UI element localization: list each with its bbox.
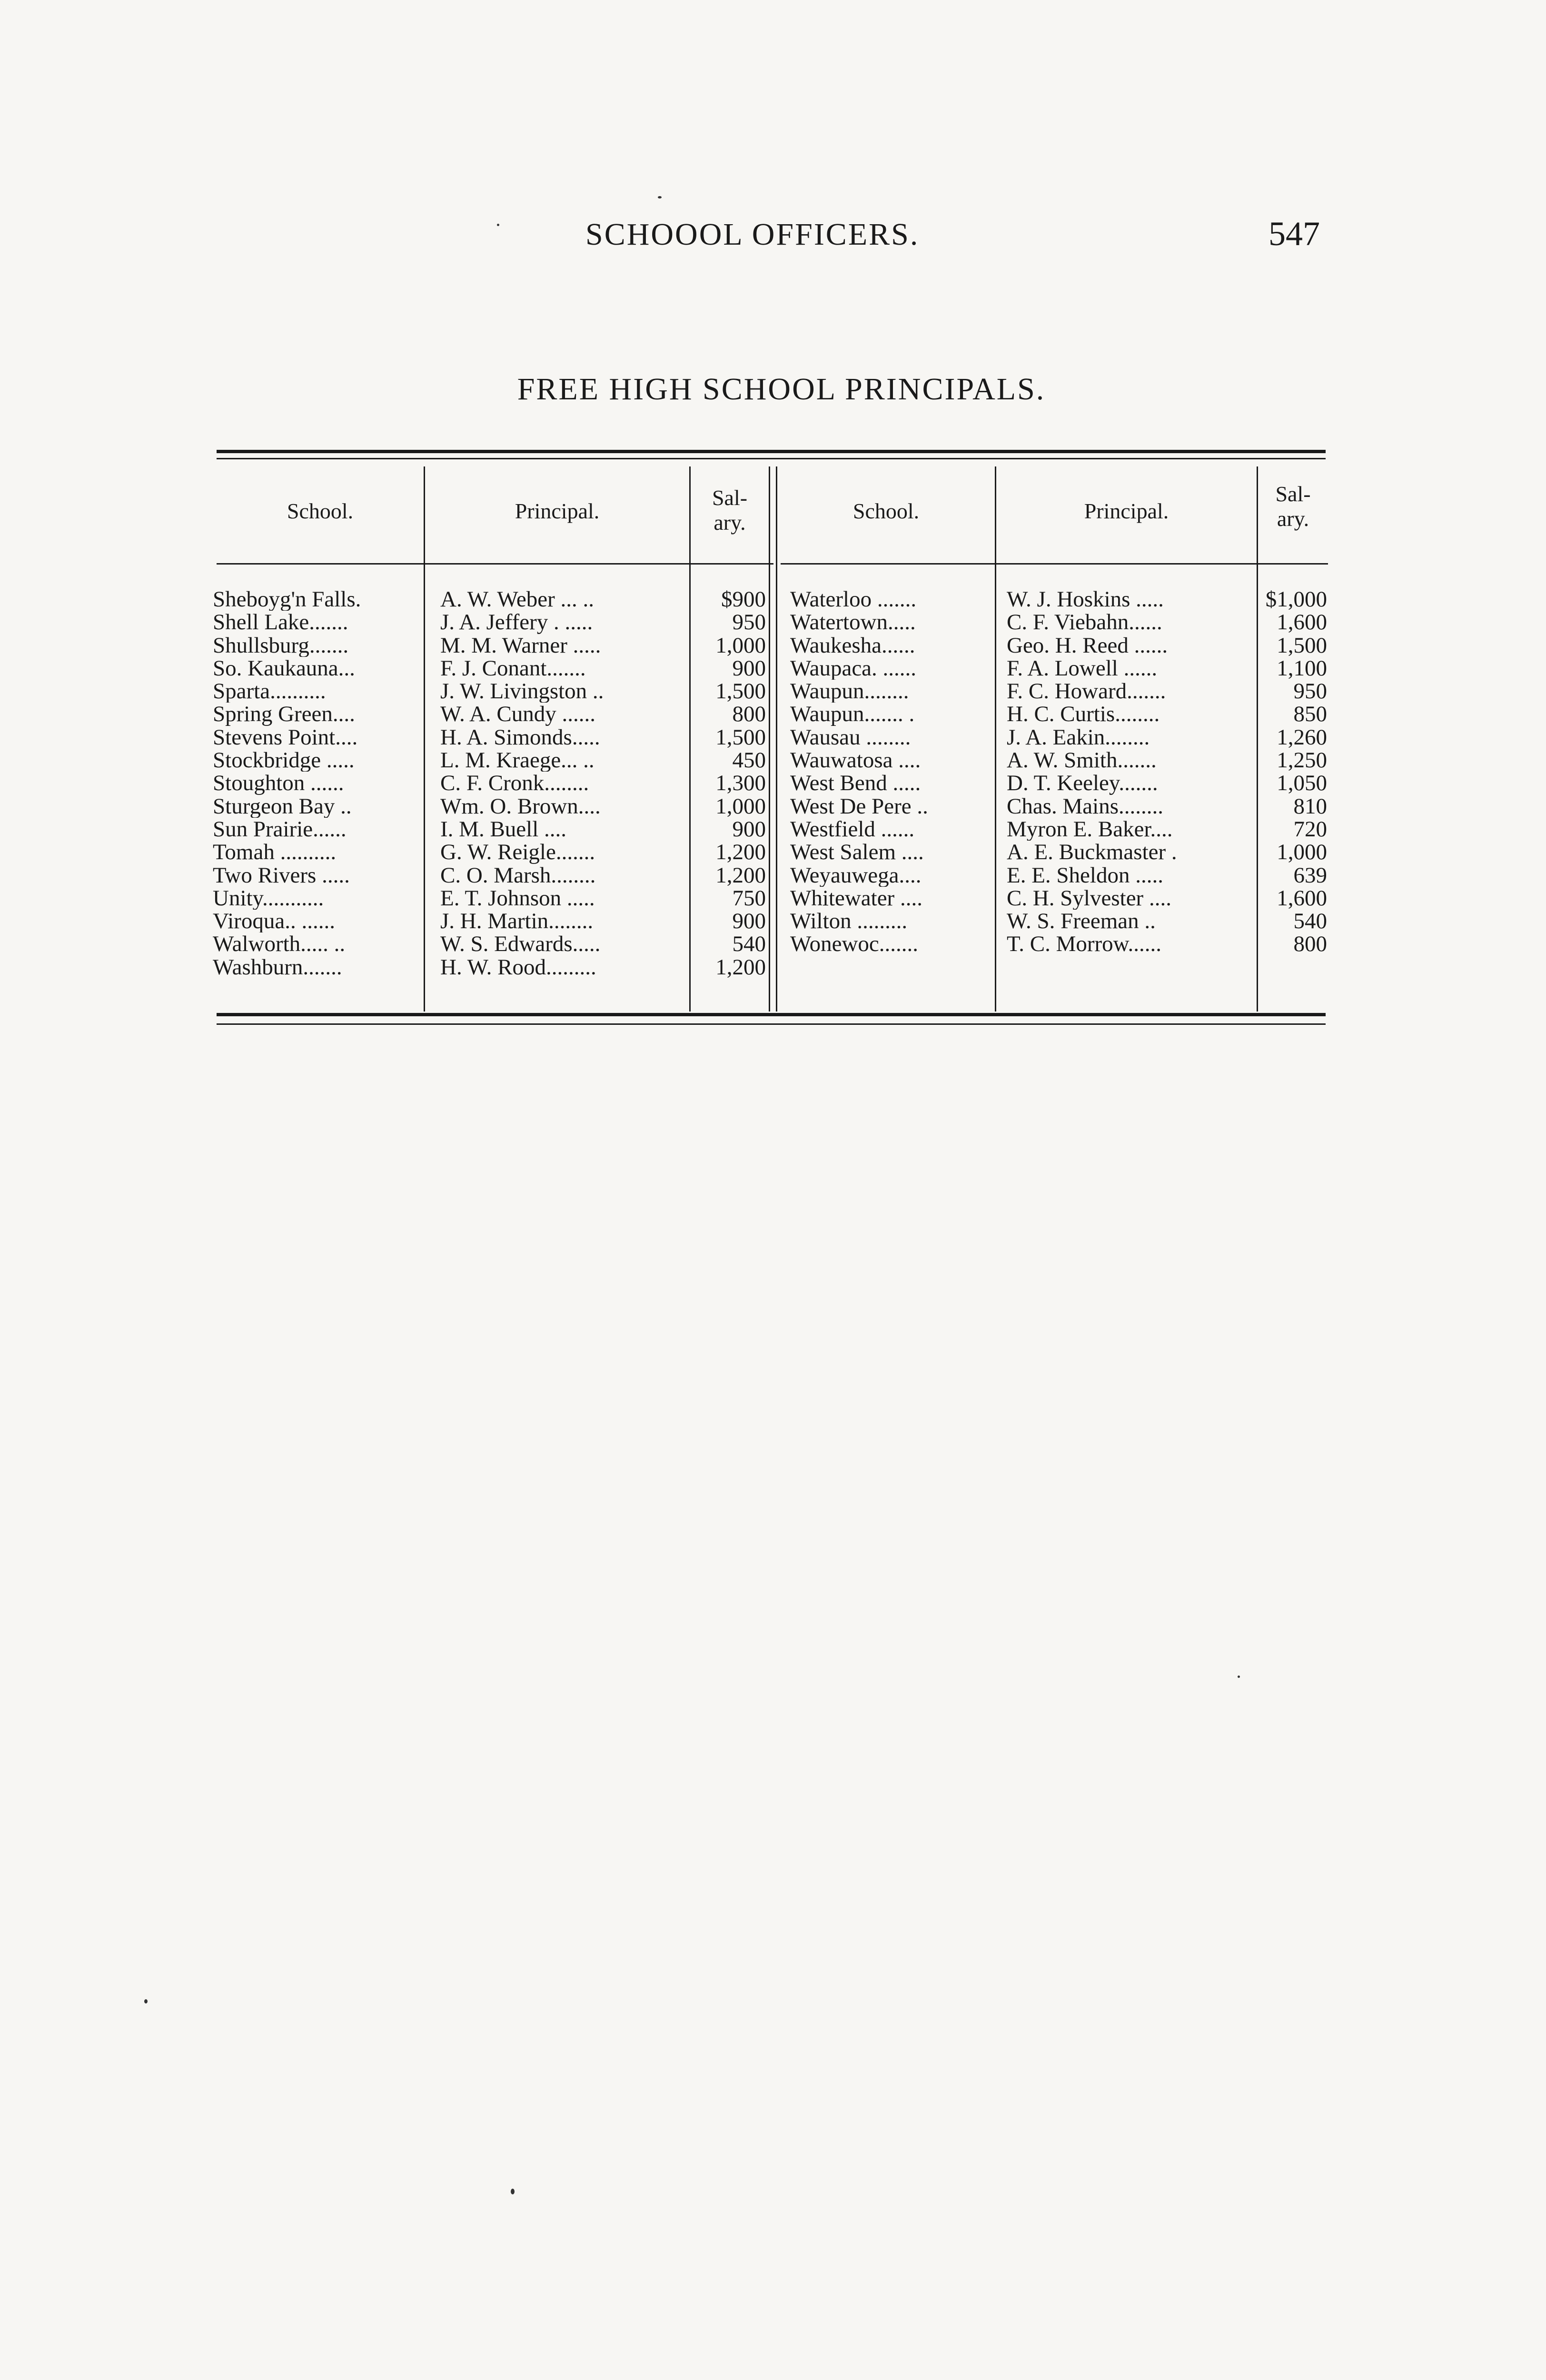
- principal-cell: J. A. Jeffery . .....: [440, 611, 593, 634]
- header-school-right: School.: [852, 499, 920, 523]
- salary-cell: 1,260: [1277, 725, 1327, 749]
- school-cell: Walworth..... ..: [213, 932, 346, 956]
- left-salary-column: [691, 588, 766, 979]
- school-cell: Stoughton ......: [213, 772, 344, 795]
- school-cell: Shullsburg.......: [213, 634, 349, 657]
- right-principal-column: [1007, 588, 1254, 956]
- principal-cell: C. F. Viebahn......: [1007, 611, 1162, 634]
- school-cell: West Salem ....: [790, 841, 924, 864]
- col-divider-3b: [776, 466, 777, 1012]
- salary-cell: 540: [732, 932, 766, 956]
- scan-speck: [497, 224, 499, 226]
- principal-cell: A. E. Buckmaster .: [1007, 841, 1177, 864]
- school-cell: Whitewater ....: [790, 886, 922, 910]
- header-salary-left-line2: ary.: [714, 510, 746, 535]
- salary-cell: 1,500: [1277, 634, 1327, 657]
- school-cell: Washburn.......: [213, 955, 342, 979]
- principal-cell: W. S. Freeman ..: [1007, 910, 1156, 933]
- bottom-rule-thick: [217, 1013, 1326, 1016]
- principal-cell: F. C. Howard.......: [1007, 680, 1166, 703]
- salary-cell: 1,200: [715, 863, 766, 887]
- principal-cell: A. W. Smith.......: [1007, 749, 1157, 772]
- salary-cell: 1,200: [715, 955, 766, 979]
- salary-cell: 900: [732, 817, 766, 841]
- principal-cell: E. T. Johnson .....: [440, 886, 595, 910]
- salary-cell: 1,000: [1277, 841, 1327, 864]
- table-title: FREE HIGH SCHOOL PRINCIPALS.: [517, 372, 1046, 407]
- header-salary-left: [691, 486, 769, 535]
- school-cell: Wauwatosa ....: [790, 749, 921, 772]
- salary-cell: 1,250: [1277, 749, 1327, 772]
- salary-cell: 1,500: [715, 680, 766, 703]
- salary-cell: 1,200: [715, 841, 766, 864]
- school-cell: West Bend .....: [790, 772, 921, 795]
- school-cell: Spring Green....: [213, 703, 355, 726]
- salary-cell: $1,000: [1265, 588, 1327, 611]
- school-cell: Wilton .........: [790, 910, 908, 933]
- salary-cell: $900: [721, 588, 766, 611]
- school-cell: Tomah ..........: [213, 841, 337, 864]
- principal-cell: W. S. Edwards.....: [440, 932, 601, 956]
- principal-cell: W. J. Hoskins .....: [1007, 588, 1164, 611]
- left-school-column: [213, 588, 422, 979]
- principal-cell: H. C. Curtis........: [1007, 703, 1160, 726]
- header-underline-right: [781, 563, 1328, 565]
- header-salary-right: [1258, 482, 1328, 531]
- salary-cell: 1,600: [1277, 886, 1327, 910]
- principal-cell: F. A. Lowell ......: [1007, 656, 1158, 680]
- salary-cell: 720: [1293, 817, 1327, 841]
- top-rule-thick: [217, 450, 1326, 453]
- scan-speck: [144, 1999, 148, 2003]
- school-cell: Waterloo .......: [790, 588, 917, 611]
- school-cell: Wausau ........: [790, 725, 911, 749]
- right-school-column: [790, 588, 992, 956]
- school-cell: Viroqua.. ......: [213, 910, 335, 933]
- header-principal-right: Principal.: [1084, 499, 1169, 523]
- school-cell: Sparta..........: [213, 680, 326, 703]
- school-cell: Watertown.....: [790, 611, 916, 634]
- header-salary-right-line1: Sal-: [1275, 482, 1311, 506]
- salary-cell: 1,500: [715, 725, 766, 749]
- salary-cell: 950: [732, 611, 766, 634]
- salary-cell: 800: [1293, 932, 1327, 956]
- salary-cell: 900: [732, 656, 766, 680]
- salary-cell: 1,100: [1277, 656, 1327, 680]
- scan-speck: [658, 196, 662, 198]
- salary-cell: 750: [732, 886, 766, 910]
- right-salary-column: [1258, 588, 1327, 956]
- principal-cell: C. H. Sylvester ....: [1007, 886, 1171, 910]
- principal-cell: H. A. Simonds.....: [440, 725, 600, 749]
- principal-cell: A. W. Weber ... ..: [440, 588, 595, 611]
- page-number: 547: [1269, 215, 1320, 253]
- salary-cell: 810: [1293, 794, 1327, 818]
- principal-cell: L. M. Kraege... ..: [440, 749, 595, 772]
- school-cell: Weyauwega....: [790, 863, 922, 887]
- header-principal-left: Principal.: [515, 499, 600, 523]
- scan-speck: [1238, 1676, 1240, 1678]
- principal-cell: J. H. Martin........: [440, 910, 594, 933]
- school-cell: Stevens Point....: [213, 725, 358, 749]
- principal-cell: Geo. H. Reed ......: [1007, 634, 1168, 657]
- salary-cell: 639: [1293, 863, 1327, 887]
- school-cell: Sturgeon Bay ..: [213, 794, 352, 818]
- school-cell: Waukesha......: [790, 634, 915, 657]
- salary-cell: 1,000: [715, 634, 766, 657]
- school-cell: Waupun........: [790, 680, 909, 703]
- salary-cell: 540: [1293, 910, 1327, 933]
- principal-cell: M. M. Warner .....: [440, 634, 601, 657]
- school-cell: Sheboyg'n Falls.: [213, 588, 361, 611]
- col-divider-1: [424, 466, 425, 1012]
- school-cell: Stockbridge .....: [213, 749, 355, 772]
- header-school-left: School.: [287, 499, 354, 523]
- salary-cell: 450: [732, 749, 766, 772]
- principal-cell: F. J. Conant.......: [440, 656, 586, 680]
- salary-cell: 900: [732, 910, 766, 933]
- principal-cell: J. W. Livingston ..: [440, 680, 604, 703]
- principal-cell: E. E. Sheldon .....: [1007, 863, 1163, 887]
- principal-cell: Myron E. Baker....: [1007, 817, 1173, 841]
- salary-cell: 1,050: [1277, 772, 1327, 795]
- header-salary-left-line1: Sal-: [712, 486, 748, 510]
- school-cell: Shell Lake.......: [213, 611, 348, 634]
- salary-cell: 1,000: [715, 794, 766, 818]
- school-cell: Sun Prairie......: [213, 817, 347, 841]
- school-cell: So. Kaukauna...: [213, 656, 355, 680]
- principal-cell: C. O. Marsh........: [440, 863, 596, 887]
- salary-cell: 1,300: [715, 772, 766, 795]
- salary-cell: 950: [1293, 680, 1327, 703]
- salary-cell: 850: [1293, 703, 1327, 726]
- salary-cell: 1,600: [1277, 611, 1327, 634]
- principal-cell: T. C. Morrow......: [1007, 932, 1162, 956]
- principal-cell: I. M. Buell ....: [440, 817, 567, 841]
- principal-cell: H. W. Rood.........: [440, 955, 596, 979]
- school-cell: Westfield ......: [790, 817, 915, 841]
- principal-cell: D. T. Keeley.......: [1007, 772, 1158, 795]
- principal-cell: C. F. Cronk........: [440, 772, 589, 795]
- school-cell: West De Pere ..: [790, 794, 928, 818]
- principal-cell: W. A. Cundy ......: [440, 703, 595, 726]
- school-cell: Waupaca. ......: [790, 656, 917, 680]
- principal-cell: G. W. Reigle.......: [440, 841, 595, 864]
- left-principal-column: [440, 588, 687, 979]
- bottom-rule-thin: [217, 1023, 1326, 1025]
- principal-cell: J. A. Eakin........: [1007, 725, 1150, 749]
- principal-cell: Chas. Mains........: [1007, 794, 1163, 818]
- salary-cell: 800: [732, 703, 766, 726]
- school-cell: Two Rivers .....: [213, 863, 350, 887]
- top-rule-thin: [217, 458, 1326, 459]
- school-cell: Unity...........: [213, 886, 324, 910]
- scan-speck: [511, 2189, 515, 2194]
- col-divider-3a: [769, 466, 770, 1012]
- col-divider-4: [995, 466, 996, 1012]
- school-cell: Waupun....... .: [790, 703, 915, 726]
- principal-cell: Wm. O. Brown....: [440, 794, 601, 818]
- school-cell: Wonewoc.......: [790, 932, 919, 956]
- header-salary-right-line2: ary.: [1277, 506, 1309, 531]
- running-head: SCHOOOL OFFICERS.: [585, 217, 920, 252]
